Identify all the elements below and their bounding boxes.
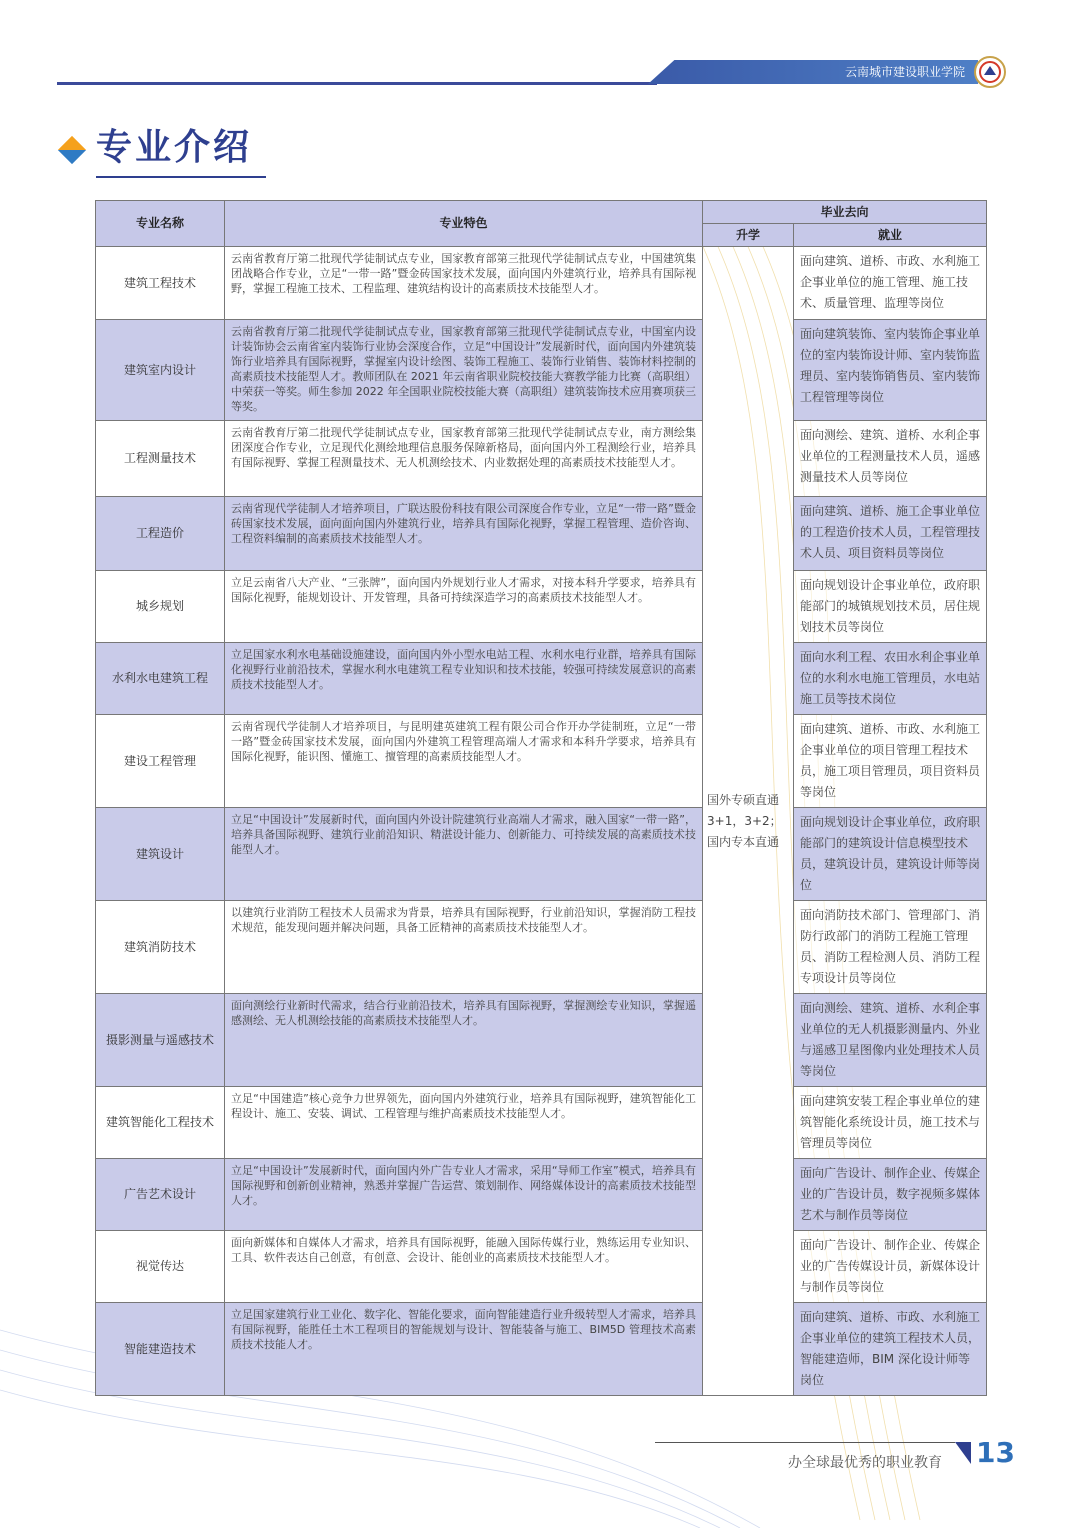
major-name: 摄影测量与遥感技术 — [96, 994, 225, 1087]
major-employment: 面向建筑装饰、室内装饰企事业单位的室内装饰设计师、室内装饰监理员、室内装饰销售员、室内装饰工程管理等岗位 — [794, 320, 987, 421]
diamond-bullet-icon — [58, 136, 86, 164]
major-employment: 面向建筑安装工程企事业单位的建筑智能化系统设计员，施工技术与管理员等岗位 — [794, 1087, 987, 1159]
header-rule — [57, 82, 657, 85]
header-further-study: 升学 — [703, 224, 794, 247]
major-features: 云南省现代学徒制人才培养项目，与昆明建英建筑工程有限公司合作开办学徒制班，立足“一带一路”暨金砖国家技术发展，面向国内外建筑工程管理高端人才需求和本科升学要求，培养具有国际化视野，能识图、懂施工、擅管理的高素质技能型人才。 — [225, 715, 703, 808]
table-row — [96, 1159, 987, 1231]
header-features: 专业特色 — [225, 201, 703, 247]
major-employment: 面向水利工程、农田水利企事业单位的水利水电施工管理员，水电站施工员等技术岗位 — [794, 643, 987, 715]
major-employment: 面向建筑、道桥、市政、水利施工企事业单位的施工管理、施工技术、质量管理、监理等岗位 — [794, 247, 987, 320]
major-features: 立足“中国设计”发展新时代，面向国内外广告专业人才需求，采用“导师工作室”模式，培养具有国际视野和创新创业精神，熟悉并掌握广告运营、策划制作、网络媒体设计的高素质技术技能型人才。 — [225, 1159, 703, 1231]
major-name: 视觉传达 — [96, 1231, 225, 1303]
major-name: 智能建造技术 — [96, 1303, 225, 1396]
major-employment: 面向消防技术部门、管理部门、消防行政部门的消防工程施工管理员、消防工程检测人员、消防工程专项设计员等岗位 — [794, 901, 987, 994]
table-row — [96, 715, 987, 808]
major-employment: 面向测绘、建筑、道桥、水利企事业单位的工程测量技术人员，遥感测量技术人员等岗位 — [794, 421, 987, 497]
table-row — [96, 901, 987, 994]
major-employment: 面向建筑、道桥、市政、水利施工企事业单位的建筑工程技术人员，智能建造师，BIM 深化设计师等岗位 — [794, 1303, 987, 1396]
major-employment: 面向测绘、建筑、道桥、水利企事业单位的无人机摄影测量内、外业与遥感卫星图像内业处理技术人员等岗位 — [794, 994, 987, 1087]
further-study-text: 国外专硕直通3+1，3+2；国内专本直通 — [703, 247, 794, 1396]
major-name: 建筑工程技术 — [96, 247, 225, 320]
table-row — [96, 1231, 987, 1303]
header-major-name: 专业名称 — [96, 201, 225, 247]
major-name: 建筑室内设计 — [96, 320, 225, 421]
major-features: 云南省现代学徒制人才培养项目，广联达股份科技有限公司深度合作专业，立足“一带一路”暨金砖国家技术发展，面向面向国内外建筑行业，培养具有国际化视野，掌握工程管理、造价咨询、工程资料编制的高素质技术技能型人才。 — [225, 497, 703, 571]
major-name: 广告艺术设计 — [96, 1159, 225, 1231]
table-row — [96, 643, 987, 715]
table-row — [96, 994, 987, 1087]
major-employment: 面向规划设计企事业单位，政府职能部门的城镇规划技术员，居住规划技术员等岗位 — [794, 571, 987, 643]
major-name: 建筑设计 — [96, 808, 225, 901]
major-name: 工程测量技术 — [96, 421, 225, 497]
major-employment: 面向广告设计、制作企业、传媒企业的广告设计员，数字视频多媒体艺术与制作员等岗位 — [794, 1159, 987, 1231]
major-features: 立足国家建筑行业工业化、数字化、智能化要求，面向智能建造行业升级转型人才需求，培养具有国际视野，能胜任土木工程项目的智能规划与设计、智能装备与施工、BIM5D 管理技术高素质技术技能人才。 — [225, 1303, 703, 1396]
corner-triangle-icon — [955, 1442, 971, 1464]
footer-slogan: 办全球最优秀的职业教育 — [788, 1455, 942, 1471]
major-features: 云南省教育厅第二批现代学徒制试点专业，国家教育部第三批现代学徒制试点专业，中国室内设计装饰协会云南省室内装饰行业协会深度合作，立足“中国设计”发展新时代，面向国内外建筑装饰行业培养具有国际视野，掌握室内设计绘图、装饰工程施工、装饰行业销售、装饰材料控制的高素质技术技能型人才。教师团队在 2021 年云南省职业院校技能大赛教学能力比赛（高职组）中荣获一等奖。师生参加 2022 年全国职业院校技能大赛（高职组）建筑装饰技术应用赛项获三等奖。 — [225, 320, 703, 421]
major-features: 立足云南省八大产业、“三张牌”，面向国内外规划行业人才需求，对接本科升学要求，培养具有国际化视野，能规划设计、开发管理，具备可持续深造学习的高素质技术技能型人才。 — [225, 571, 703, 643]
major-features: 面向测绘行业新时代需求，结合行业前沿技术，培养具有国际视野，掌握测绘专业知识，掌握遥感测绘、无人机测绘技能的高素质技术技能型人才。 — [225, 994, 703, 1087]
major-name: 建筑智能化工程技术 — [96, 1087, 225, 1159]
major-name: 工程造价 — [96, 497, 225, 571]
major-employment: 面向规划设计企事业单位，政府职能部门的建筑设计信息模型技术员，建筑设计员，建筑设计师等岗位 — [794, 808, 987, 901]
table-row — [96, 1303, 987, 1396]
school-emblem-icon — [974, 56, 1006, 88]
major-features: 面向新媒体和自媒体人才需求，培养具有国际视野，能融入国际传媒行业，熟练运用专业知识、工具、软件表达自己创意，有创意、会设计、能创业的高素质技术技能型人才。 — [225, 1231, 703, 1303]
major-employment: 面向广告设计、制作企业、传媒企业的广告传媒设计员，新媒体设计与制作员等岗位 — [794, 1231, 987, 1303]
major-features: 以建筑行业消防工程技术人员需求为背景，培养具有国际视野，行业前沿知识，掌握消防工程技术规范，能发现问题并解决问题，具备工匠精神的高素质技术技能型人才。 — [225, 901, 703, 994]
table-row — [96, 247, 987, 320]
major-employment: 面向建筑、道桥、市政、水利施工企事业单位的项目管理工程技术员，施工项目管理员，项目资料员等岗位 — [794, 715, 987, 808]
majors-table — [95, 200, 987, 1396]
major-name: 城乡规划 — [96, 571, 225, 643]
major-features: 立足国家水利水电基础设施建设，面向国内外小型水电站工程、水利水电行业群，培养具有国际化视野行业前沿技术，掌握水利水电建筑工程专业知识和技术技能，较强可持续发展意识的高素质技术技能型人才。 — [225, 643, 703, 715]
major-name: 建筑消防技术 — [96, 901, 225, 994]
title-underline — [96, 176, 266, 178]
table-row — [96, 497, 987, 571]
major-features: 云南省教育厅第二批现代学徒制试点专业，国家教育部第三批现代学徒制试点专业，南方测绘集团深度合作专业，立足现代化测绘地理信息服务保障新格局，面向国内外工程测绘行业，培养具有国际视野、掌握工程测量技术、无人机测绘技术、内业数据处理的高素质技术技能型人才。 — [225, 421, 703, 497]
major-features: 云南省教育厅第二批现代学徒制试点专业，国家教育部第三批现代学徒制试点专业，中国建筑集团战略合作专业，立足“一带一路”暨金砖国家技术发展，面向国内外建筑行业，培养具有国际视野，掌握工程施工技术、工程监理、建筑结构设计的高素质技术技能型人才。 — [225, 247, 703, 320]
table-row — [96, 808, 987, 901]
header-employment: 就业 — [794, 224, 987, 247]
page-number: 13 — [976, 1436, 1015, 1469]
table-row — [96, 571, 987, 643]
footer-rule — [655, 1442, 955, 1443]
major-features: 立足“中国设计”发展新时代，面向国内外设计院建筑行业高端人才需求，融入国家“一带一路”，培养具备国际视野、建筑行业前沿知识、精湛设计能力、创新能力、可持续发展的高素质技术技能型人才。 — [225, 808, 703, 901]
header-destination: 毕业去向 — [703, 201, 987, 224]
school-name: 云南城市建设职业学院 — [844, 65, 965, 79]
table-row — [96, 320, 987, 421]
major-features: 立足“中国建造”核心竞争力世界领先，面向国内外建筑行业，培养具有国际视野，建筑智能化工程设计、施工、安装、调试、工程管理与维护高素质技术技能型人才。 — [225, 1087, 703, 1159]
major-name: 建设工程管理 — [96, 715, 225, 808]
major-employment: 面向建筑、道桥、施工企事业单位的工程造价技术人员，工程管理技术人员、项目资料员等岗位 — [794, 497, 987, 571]
table-row — [96, 421, 987, 497]
page-title: 专业介绍 — [96, 127, 253, 168]
major-name: 水利水电建筑工程 — [96, 643, 225, 715]
table-row — [96, 1087, 987, 1159]
